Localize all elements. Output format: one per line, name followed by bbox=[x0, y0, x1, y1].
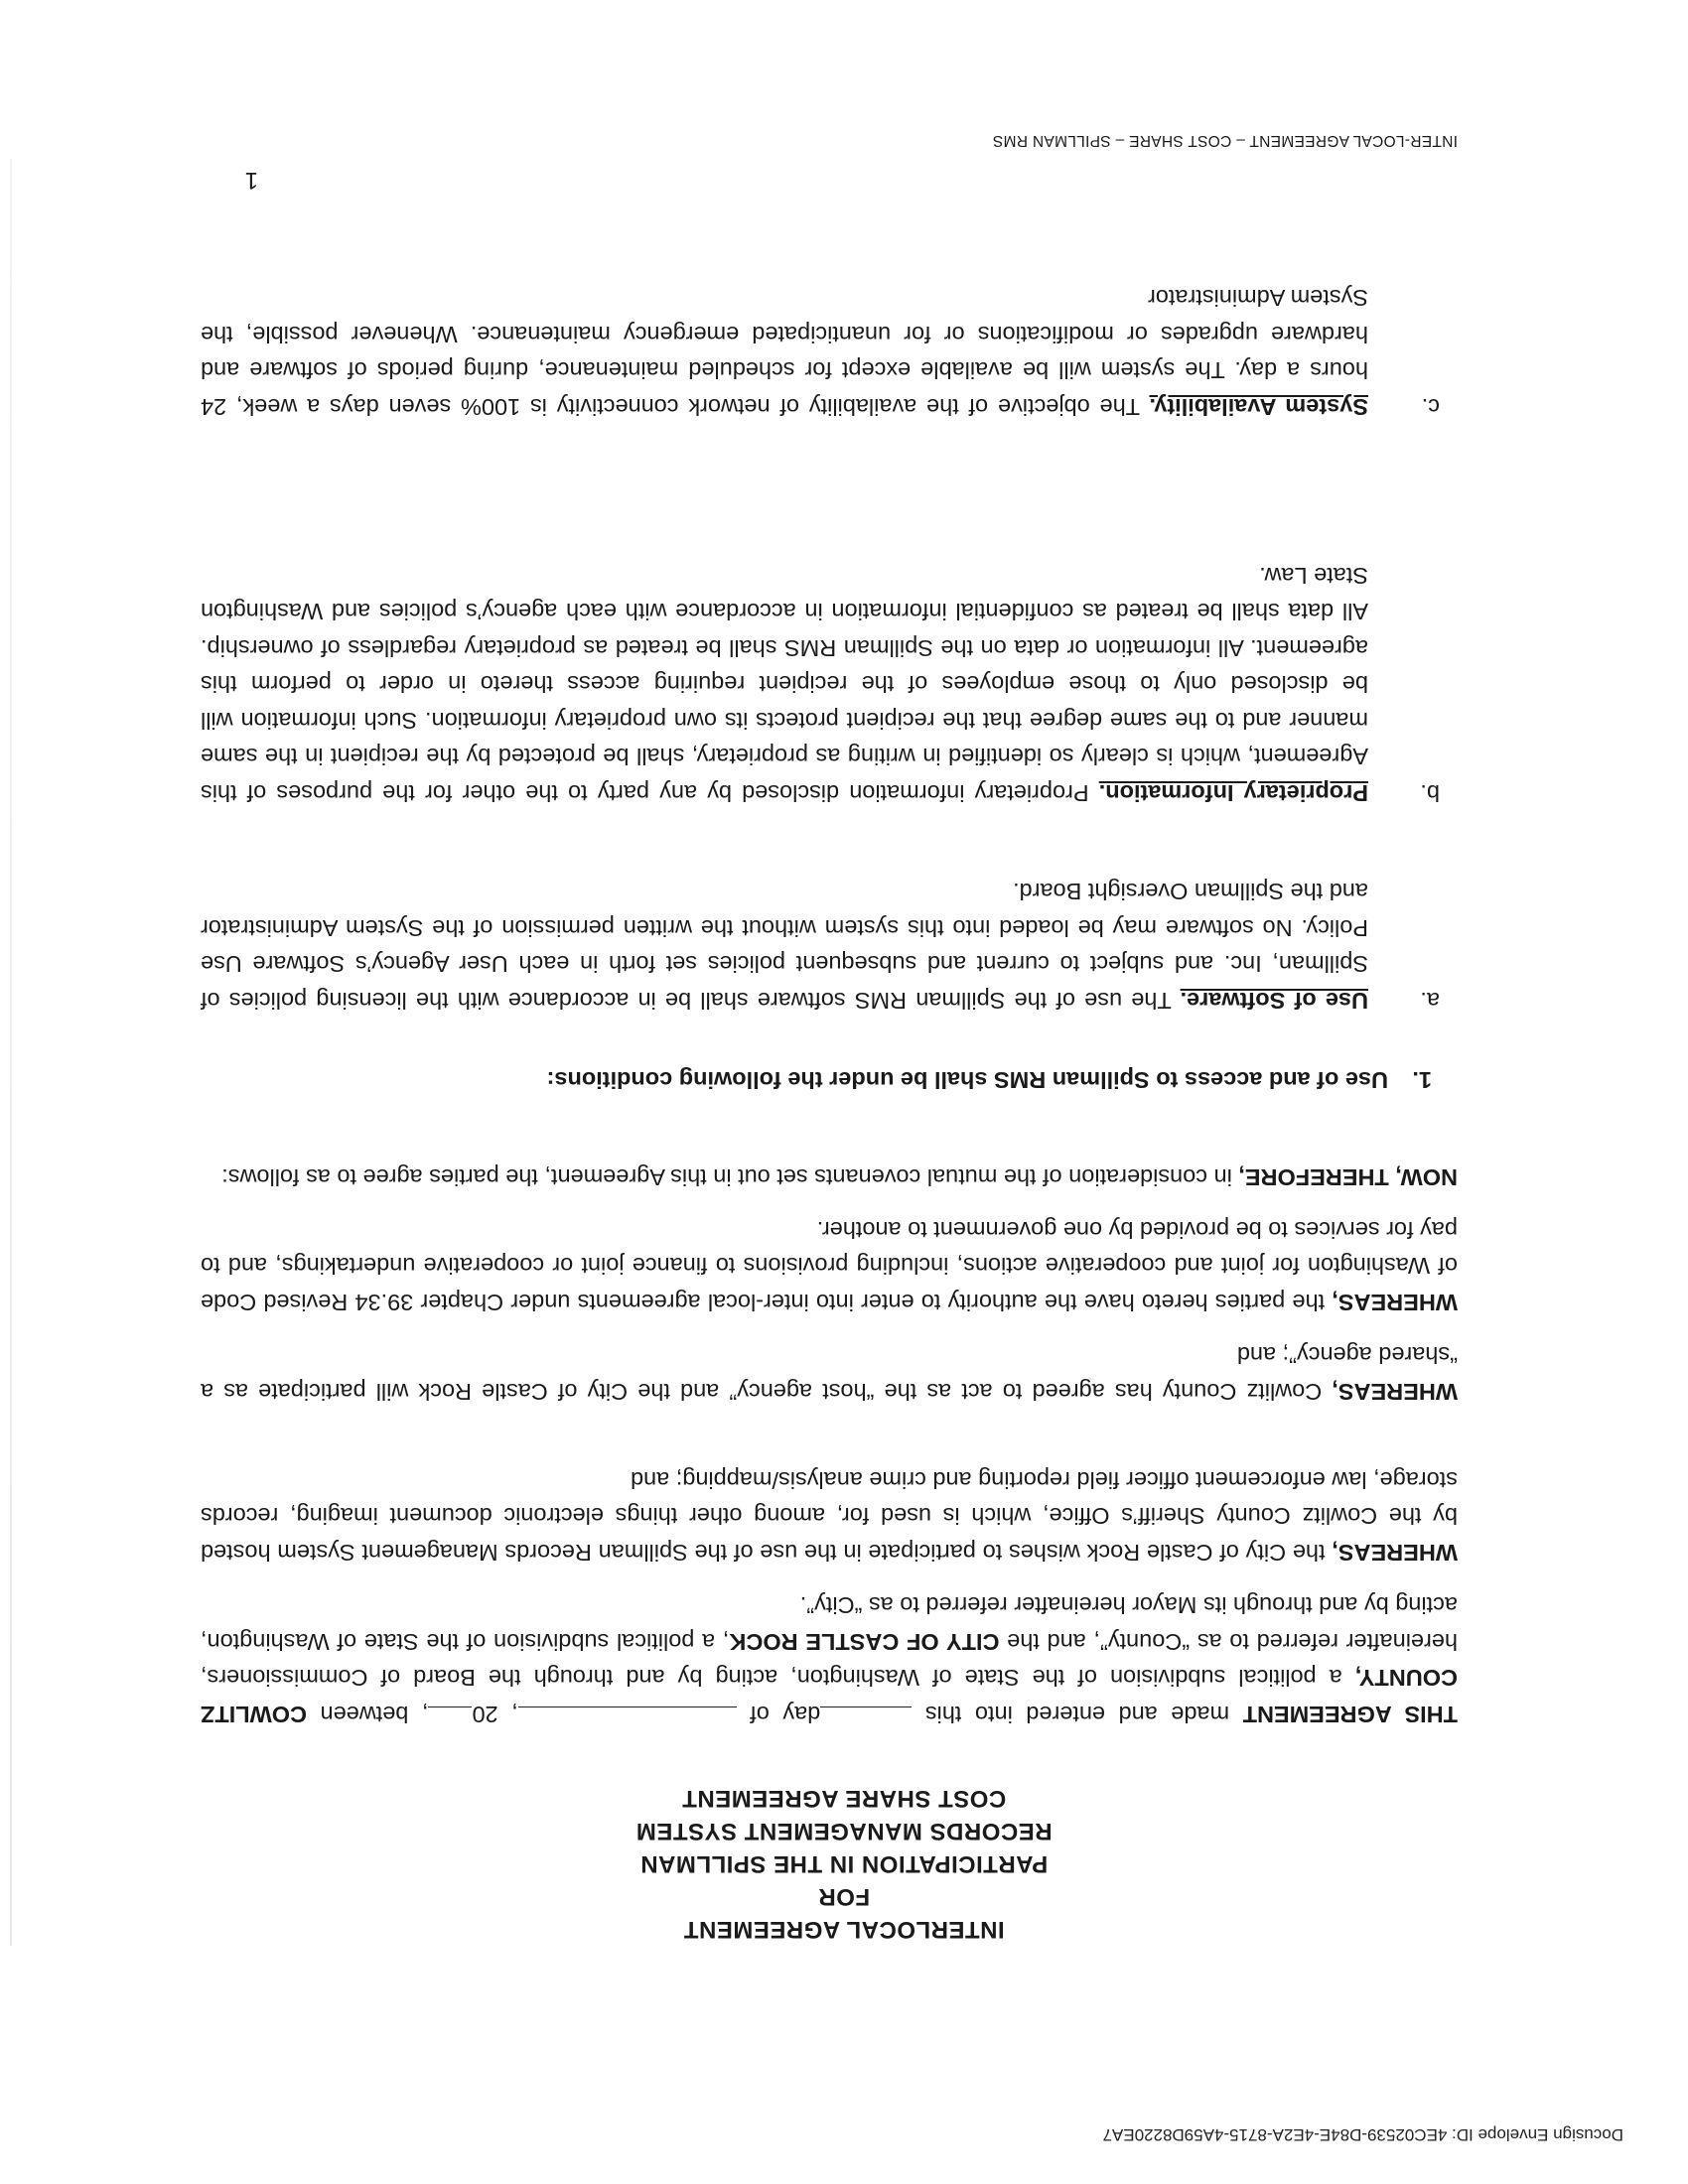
item-text: Proprietary information disclosed by any party to the other for the purposes of this Agreement, which is clearly so identified in writing as proprietary, shall be protected by the recipient in the same manner and to the same degree that the recipient protects its own proprietary information. Such information will be disclosed only to those employees of the recipient requiring access thereto in order to perform this agreement. All information or data on the Spillman RMS shall be treated as proprietary regardless of ownership. All data shall be treated as confidential information in accordance with each agency’s policies and Washington State Law. bbox=[201, 563, 1368, 806]
item-text: The use of the Spillman RMS software shall be in accordance with the licensing policies of Spillman, Inc. and subject to current and subsequent policies set forth in each User Agency’s Software Use Policy. No software may be loaded into this system without the written permission of the System Administrator and the Spillman Oversight Board. bbox=[201, 879, 1368, 1014]
title-line: INTERLOCAL AGREEMENT bbox=[683, 1916, 1005, 1943]
agreement-title bbox=[0, 1782, 1688, 1946]
whereas-text: the parties hereto have the authority to enter into inter-local agreements under Chapter 39.34 Revised Code of Washington for joint and cooperative actions, including provisions to finance joint or cooperative undertakings, and to pay for services to be provided by one government to another. bbox=[201, 1217, 1458, 1315]
intro-text: , a political subdivision of the State of Washington, acting by and through its Mayor hereinafter referred to as “City”. bbox=[201, 1592, 1458, 1655]
whereas-lead: WHEREAS, bbox=[1332, 1379, 1458, 1405]
section-heading-text: Use of and access to Spillman RMS shall be under the following conditions: bbox=[546, 1067, 1388, 1093]
now-therefore-lead: NOW, THEREFORE, bbox=[1238, 1164, 1458, 1190]
now-therefore-paragraph bbox=[201, 1160, 1458, 1196]
whereas-paragraph bbox=[201, 1212, 1458, 1321]
year-blank bbox=[428, 1706, 472, 1729]
intro-text: , 20 bbox=[472, 1702, 518, 1727]
item-text: The objective of the availability of network connectivity is 100% seven days a week, 24 hours a day. The system will be available except for scheduled maintenance, during periods of software and hardware upgrades or modifications or for unanticipated emergency maintenance. Whenever possible, the System Administrator bbox=[201, 285, 1368, 420]
page-number: 1 bbox=[244, 167, 258, 194]
intro-text: , between bbox=[307, 1702, 429, 1727]
intro-lead: THIS AGREEMENT bbox=[1242, 1702, 1458, 1727]
whereas-text: Cowlitz County has agreed to act as the “host agency” and the City of Castle Rock will participate as a “shared agency”; and bbox=[201, 1342, 1458, 1405]
title-line: COST SHARE AGREEMENT bbox=[681, 1785, 1007, 1812]
item-heading: System Availability. bbox=[1149, 394, 1368, 420]
section-number: 1. bbox=[1412, 1067, 1432, 1093]
month-blank bbox=[518, 1706, 737, 1729]
page-footer: INTER-LOCAL AGREEMENT – COST SHARE – SPILLMAN RMS bbox=[992, 132, 1458, 149]
whereas-paragraph bbox=[201, 1337, 1458, 1410]
title-line: PARTICIPATION IN THE SPILLMAN bbox=[639, 1850, 1049, 1877]
county-name: COWLITZ COUNTY, bbox=[201, 1665, 1458, 1727]
title-line: RECORDS MANAGEMENT SYSTEM bbox=[635, 1818, 1053, 1844]
list-item bbox=[201, 558, 1440, 812]
list-item bbox=[201, 874, 1440, 1019]
item-heading: Proprietary Information. bbox=[1098, 780, 1368, 806]
section-1-heading bbox=[193, 1062, 1432, 1099]
now-therefore-text: in consideration of the mutual covenants set out in this Agreement, the parties agree to as follows: bbox=[221, 1164, 1239, 1190]
whereas-paragraph bbox=[201, 1462, 1458, 1571]
item-heading: Use of Software. bbox=[1180, 988, 1368, 1014]
list-item bbox=[201, 280, 1440, 425]
city-name: CITY OF CASTLE ROCK bbox=[729, 1629, 1000, 1655]
intro-text: day of bbox=[736, 1702, 821, 1727]
item-marker: c. bbox=[1421, 394, 1440, 420]
docusign-envelope-id: Docusign Envelope ID: 4EC02539-D84E-4E2A-8715-4A59D8220EA7 bbox=[1102, 2125, 1623, 2144]
intro-paragraph bbox=[201, 1587, 1458, 1732]
whereas-text: the City of Castle Rock wishes to participate in the use of the Spillman Records Management System hosted by the Cowlitz County Sheriff’s Office, which is used for, among other things electronic document imaging, records storage, law enforcement officer field reporting and crime analysis/mapping; and bbox=[201, 1467, 1458, 1566]
scan-edge-line bbox=[10, 159, 12, 1946]
item-marker: a. bbox=[1420, 988, 1440, 1014]
whereas-lead: WHEREAS, bbox=[1332, 1290, 1458, 1315]
intro-text: made and entered into this bbox=[912, 1702, 1243, 1727]
title-line: FOR bbox=[817, 1883, 871, 1910]
whereas-lead: WHEREAS, bbox=[1332, 1540, 1458, 1566]
day-blank bbox=[820, 1706, 912, 1729]
item-marker: b. bbox=[1420, 780, 1440, 806]
intro-text: a political subdivision of the State of Washington, acting by and through the Board of Commissioners, hereinafter referred to as “County”, and the bbox=[201, 1629, 1458, 1692]
